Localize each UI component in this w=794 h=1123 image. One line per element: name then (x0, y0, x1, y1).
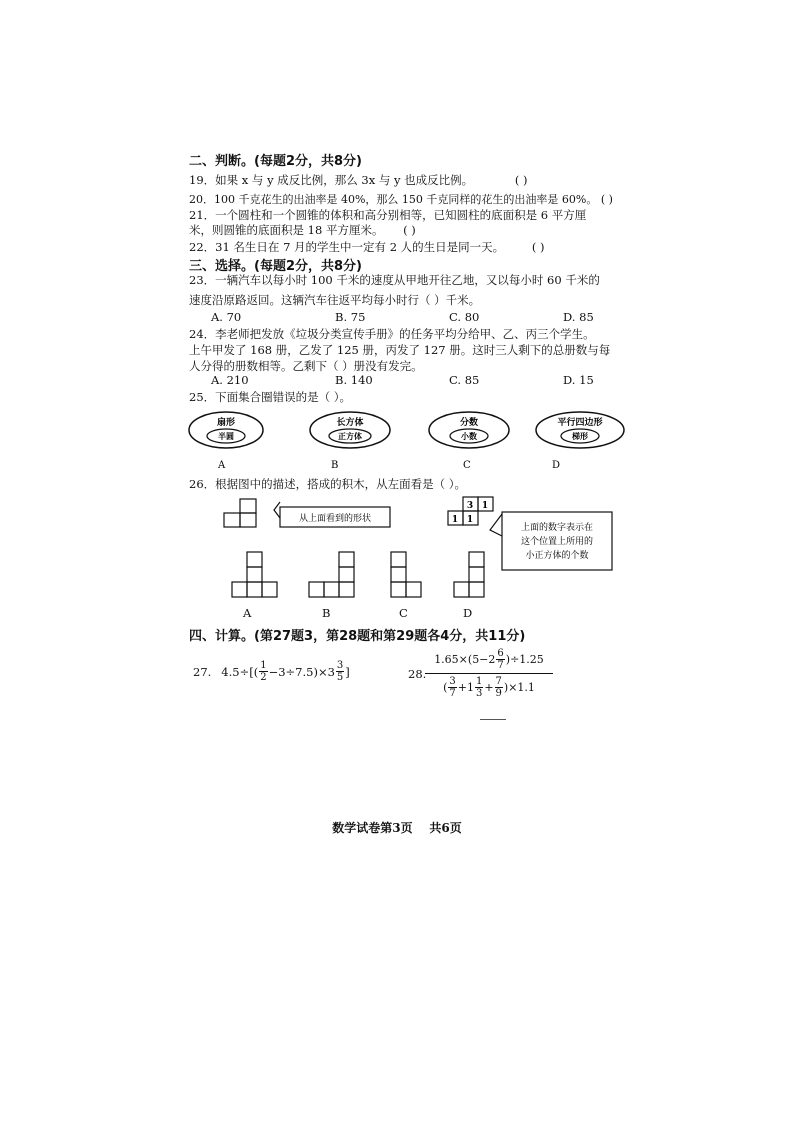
set-a-outer-label: 扇形 (216, 418, 236, 428)
question-26: 26．根据图中的描述，搭成的积木，从左面看是（ ）。 (189, 477, 467, 491)
q28-den-part-3: + (484, 681, 494, 694)
question-19 (189, 172, 527, 188)
q28-den-frac2-num: 1 (475, 676, 483, 687)
top-view-caption: 从上面看到的形状 (298, 514, 372, 524)
question-21-line1: 21．一个圆柱和一个圆锥的体积和高分别相等，已知圆柱的底面积是 6 平方厘 (189, 208, 587, 222)
question-27-number: 27. (193, 664, 212, 679)
option-26-a[interactable]: A (243, 606, 252, 620)
left-view-option-a[interactable] (232, 552, 277, 597)
set-diagram-c[interactable] (429, 412, 509, 471)
option-23-c[interactable]: C. 80 (449, 310, 480, 324)
set-diagram-d[interactable] (536, 412, 624, 471)
set-a-letter: A (218, 460, 226, 471)
q28-num-frac-num: 6 (497, 648, 504, 659)
set-b-outer-label: 长方体 (336, 418, 364, 428)
section-3-title: 三、选择。(每题2分，共8分) (189, 259, 362, 274)
q27-frac2-den: 5 (336, 672, 344, 683)
q28-num-part-1: 1.65×(5−2 (434, 653, 496, 666)
q28-den-frac1-den: 7 (449, 688, 456, 699)
question-24-line3: 人分得的册数相等。乙剩下（ ）册没有发完。 (189, 359, 423, 373)
q28-num-frac-den: 7 (497, 660, 504, 671)
answer-blank-22[interactable]: ( ) (531, 240, 545, 254)
q27-fraction-2 (336, 660, 344, 683)
answer-blank-19[interactable]: ( ) (514, 173, 528, 187)
top-view-callout (274, 502, 390, 527)
q27-frac1-den: 2 (260, 672, 267, 683)
top-view-shape (224, 499, 256, 527)
set-c-outer-label: 分数 (459, 418, 479, 428)
option-24-a[interactable]: A. 210 (211, 373, 249, 387)
note-line-2: 这个位置上所用的 (520, 537, 594, 547)
q28-den-fraction-3 (495, 676, 503, 699)
question-23-line2: 速度沿原路返回。这辆汽车往返平均每小时行（ ）千米。 (189, 293, 481, 307)
q26-figures (210, 490, 630, 620)
set-d-outer-label: 平行四边形 (557, 418, 603, 428)
set-diagrams (186, 405, 656, 475)
set-d-inner-label: 梯形 (572, 431, 588, 441)
q27-part-3: ] (345, 664, 350, 679)
answer-blank-20[interactable]: ( ) (600, 193, 613, 206)
question-20 (189, 191, 613, 207)
q28-den-frac2-den: 3 (475, 688, 483, 699)
q27-fraction-1 (259, 660, 267, 683)
q28-den-part-2: +1 (457, 681, 474, 694)
page-footer: 数学试卷第3页 共6页 (332, 821, 462, 835)
number-note-callout (490, 512, 612, 570)
grid-number-4: 1 (466, 515, 474, 525)
left-view-option-c[interactable] (391, 552, 421, 597)
q28-den-fraction-1 (448, 676, 456, 699)
set-c-inner-label: 小数 (461, 431, 477, 441)
option-24-b[interactable]: B. 140 (335, 373, 373, 387)
option-23-d[interactable]: D. 85 (563, 310, 594, 324)
divider-mark (480, 719, 506, 720)
set-diagram-b[interactable] (310, 412, 390, 471)
grid-number-2: 1 (481, 501, 489, 511)
question-24-line1: 24．李老师把发放《垃圾分类宣传手册》的任务平均分给甲、乙、丙三个学生。 (189, 327, 595, 341)
q28-den-frac3-num: 7 (495, 676, 502, 687)
set-b-letter: B (331, 460, 339, 471)
question-23-line1: 23．一辆汽车以每小时 100 千米的速度从甲地开往乙地，又以每小时 60 千米的 (189, 273, 600, 287)
set-diagram-a[interactable] (189, 412, 263, 471)
question-25: 25．下面集合圈错误的是（ ）。 (189, 390, 352, 404)
q28-num-fraction (496, 648, 504, 671)
q27-part-2: −3÷7.5)×3 (268, 664, 335, 679)
question-21-line2 (189, 222, 416, 238)
option-23-b[interactable]: B. 75 (335, 310, 366, 324)
left-view-option-d[interactable] (454, 552, 484, 597)
section-4-title: 四、计算。(第27题3，第28题和第29题各4分，共11分) (189, 629, 526, 644)
q27-frac1-num: 1 (260, 660, 267, 671)
q27-part-1: 4.5÷[( (221, 664, 259, 679)
option-26-b[interactable]: B (322, 606, 331, 620)
grid-number-3: 1 (451, 515, 459, 525)
q27-frac2-num: 3 (336, 660, 344, 671)
q28-denominator (443, 674, 535, 699)
option-23-a[interactable]: A. 70 (211, 310, 242, 324)
question-22-text: 22．31 名生日在 7 月的学生中一定有 2 人的生日是同一天。 (189, 240, 505, 254)
section-2-title: 二、判断。(每题2分，共8分) (189, 154, 362, 169)
q28-num-part-2: )÷1.25 (505, 653, 544, 666)
note-line-3: 小正方体的个数 (525, 551, 589, 561)
set-d-letter: D (552, 460, 561, 471)
set-a-inner-label: 半圆 (218, 431, 234, 441)
question-20-text: 20．100 千克花生的出油率是 40%，那么 150 千克同样的花生的出油率是 60%。 (189, 193, 598, 206)
question-24-line2: 上午甲发了 168 册，乙发了 125 册，丙发了 127 册。这时三人剩下的总册数与每 (189, 343, 611, 357)
option-26-d[interactable]: D (463, 606, 473, 620)
grid-number-1: 3 (466, 501, 474, 511)
question-27 (193, 660, 350, 683)
option-26-c[interactable]: C (399, 606, 408, 620)
option-24-d[interactable]: D. 15 (563, 373, 594, 387)
q28-den-frac3-den: 9 (495, 688, 502, 699)
left-view-option-b[interactable] (309, 552, 354, 597)
question-28-number: 28. (408, 667, 427, 681)
question-28-expression (424, 648, 554, 699)
option-24-c[interactable]: C. 85 (449, 373, 480, 387)
question-22 (189, 239, 544, 255)
q28-den-fraction-2 (475, 676, 483, 699)
q28-den-part-4: )×1.1 (503, 681, 535, 694)
set-b-inner-label: 正方体 (338, 431, 362, 441)
q28-den-frac1-num: 3 (449, 676, 456, 687)
q28-numerator (434, 648, 544, 673)
set-c-letter: C (463, 460, 471, 471)
note-line-1: 上面的数字表示在 (520, 523, 594, 533)
answer-blank-21[interactable]: ( ) (403, 223, 416, 237)
question-21-text: 米，则圆锥的底面积是 18 平方厘米。 (189, 223, 384, 237)
q28-den-part-1: ( (443, 681, 448, 694)
question-19-text: 19．如果 x 与 y 成反比例，那么 3x 与 y 也成反比例。 (189, 173, 474, 187)
